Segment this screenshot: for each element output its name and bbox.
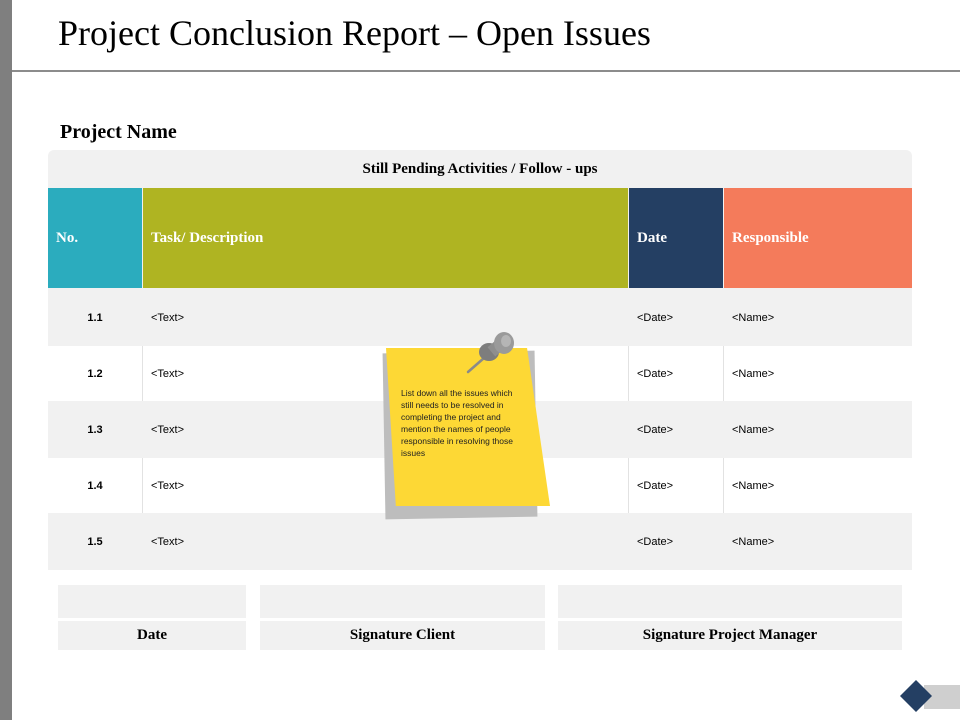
left-accent-bar [0,0,12,720]
row-task[interactable]: <Text> [151,311,185,324]
manager-signature-field[interactable] [558,585,902,618]
date-signature-field[interactable] [58,585,246,618]
header-date: Date [629,188,723,288]
sticky-note-text: List down all the issues which still needs to be resolved in completing the project and mention the names of people responsible in resolving those issues [401,388,513,458]
row-responsible[interactable]: <Name> [732,311,775,324]
header-task-description: Task/ Description [143,188,628,288]
row-responsible[interactable]: <Name> [732,367,775,380]
row-date[interactable]: <Date> [637,479,674,492]
row-number: 1.1 [87,311,103,324]
pushpin-icon [462,330,522,378]
date-signature-label: Date [58,621,246,650]
sticky-note [380,330,560,520]
row-number: 1.5 [87,535,103,548]
row-task[interactable]: <Text> [151,423,185,436]
row-task[interactable]: <Text> [151,479,185,492]
row-task[interactable]: <Text> [151,535,185,548]
client-signature-label: Signature Client [260,621,545,650]
row-responsible[interactable]: <Name> [732,423,775,436]
row-responsible[interactable]: <Name> [732,535,775,548]
table-caption: Still Pending Activities / Follow - ups [362,160,598,177]
row-number: 1.3 [87,423,103,436]
row-number: 1.2 [87,367,103,380]
row-task[interactable]: <Text> [151,367,185,380]
row-responsible[interactable]: <Name> [732,479,775,492]
row-date[interactable]: <Date> [637,535,674,548]
project-name-label: Project Name [60,121,177,143]
row-number: 1.4 [87,479,103,492]
header-responsible: Responsible [724,188,912,288]
row-date[interactable]: <Date> [637,367,674,380]
diamond-arrow-icon[interactable] [894,676,960,720]
row-date[interactable]: <Date> [637,423,674,436]
page-title: Project Conclusion Report – Open Issues [58,13,651,53]
table-row [48,514,912,569]
manager-signature-label: Signature Project Manager [558,621,902,650]
title-divider [12,70,960,72]
client-signature-field[interactable] [260,585,545,618]
row-date[interactable]: <Date> [637,311,674,324]
header-no: No. [48,188,142,288]
